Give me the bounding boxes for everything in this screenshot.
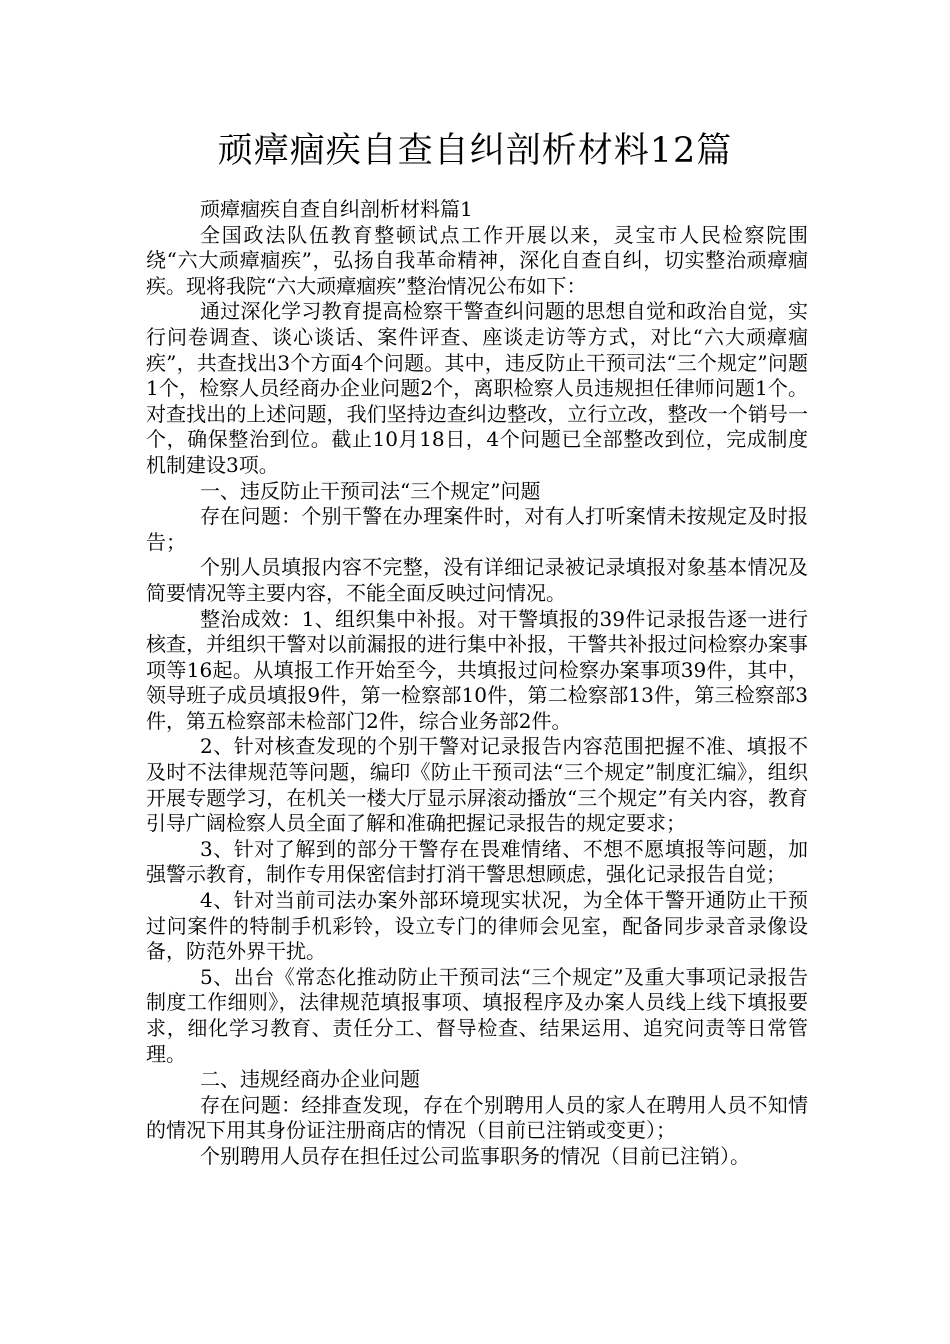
paragraph: 通过深化学习教育提高检察干警查纠问题的思想自觉和政治自觉，实行问卷调查、谈心谈话、案件评查、座谈走访等方式，对比“六大顽瘴痼疾”，共查找出3个方面4个问题。其中，违反防止干预司法“三个规定”问题1个，检察人员经商办企业问题2个，离职检察人员违规担任律师问题1个。对查找出的上述问题，我们坚持边查纠边整改，立行立改，整改一个销号一个，确保整治到位。截止10月18日，4个问题已全部整改到位，完成制度机制建设3项。 (146, 299, 808, 477)
paragraph: 3、针对了解到的部分干警存在畏难情绪、不想不愿填报等问题，加强警示教育，制作专用保密信封打消干警思想顾虑，强化记录报告自觉； (146, 836, 808, 887)
document-body (146, 197, 808, 1170)
section-heading: 一、违反防止干预司法“三个规定”问题 (200, 478, 541, 503)
paragraph: 顽瘴痼疾自查自纠剖析材料篇1 (200, 197, 473, 221)
paragraph: 存在问题：个别干警在办理案件时，对有人打听案情未按规定及时报告； (146, 504, 808, 554)
paragraph: 整治成效：1、组织集中补报。对干警填报的39件记录报告逐一进行核查，并组织干警对以前漏报的进行集中补报，干警共补报过问检察办案事项等16起。从填报工作开始至今，共填报过问检察办案事项39件，其中，领导班子成员填报9件，第一检察部10件，第二检察部13件，第三检察部3件，第五检察部未检部门2件，综合业务部2件。 (146, 606, 808, 733)
paragraph: 个别聘用人员存在担任过公司监事职务的情况（目前已注销）。 (200, 1143, 750, 1168)
paragraph: 2、针对核查发现的个别干警对记录报告内容范围把握不准、填报不及时不法律规范等问题，编印《防止干预司法“三个规定”制度汇编》，组织开展专题学习，在机关一楼大厅显示屏滚动播放“三个规定”有关内容，教育引导广阔检察人员全面了解和准确把握记录报告的规定要求； (146, 734, 808, 836)
section-heading: 二、违规经商办企业问题 (200, 1067, 420, 1092)
paragraph: 4、针对当前司法办案外部环境现实状况，为全体干警开通防止干预过问案件的特制手机彩铃，设立专门的律师会见室，配备同步录音录像设备，防范外界干扰。 (146, 888, 808, 964)
paragraph: 全国政法队伍教育整顿试点工作开展以来，灵宝市人民检察院围绕“六大顽瘴痼疾”，弘扬自我革命精神，深化自查自纠，切实整治顽瘴痼疾。现将我院“六大顽瘴痼疾”整治情况公布如下： (146, 222, 808, 298)
document-title: 顽瘴痼疾自查自纠剖析材料12篇 (217, 131, 733, 171)
paragraph: 存在问题：经排查发现，存在个别聘用人员的家人在聘用人员不知情的情况下用其身份证注册商店的情况（目前已注销或变更）； (146, 1092, 808, 1143)
paragraph: 个别人员填报内容不完整，没有详细记录被记录填报对象基本情况及简要情况等主要内容，不能全面反映过问情况。 (146, 555, 808, 605)
paragraph: 5、出台《常态化推动防止干预司法“三个规定”及重大事项记录报告制度工作细则》，法律规范填报事项、填报程序及办案人员线上线下填报要求，细化学习教育、责任分工、督导检查、结果运用、追究问责等日常管理。 (146, 964, 808, 1066)
